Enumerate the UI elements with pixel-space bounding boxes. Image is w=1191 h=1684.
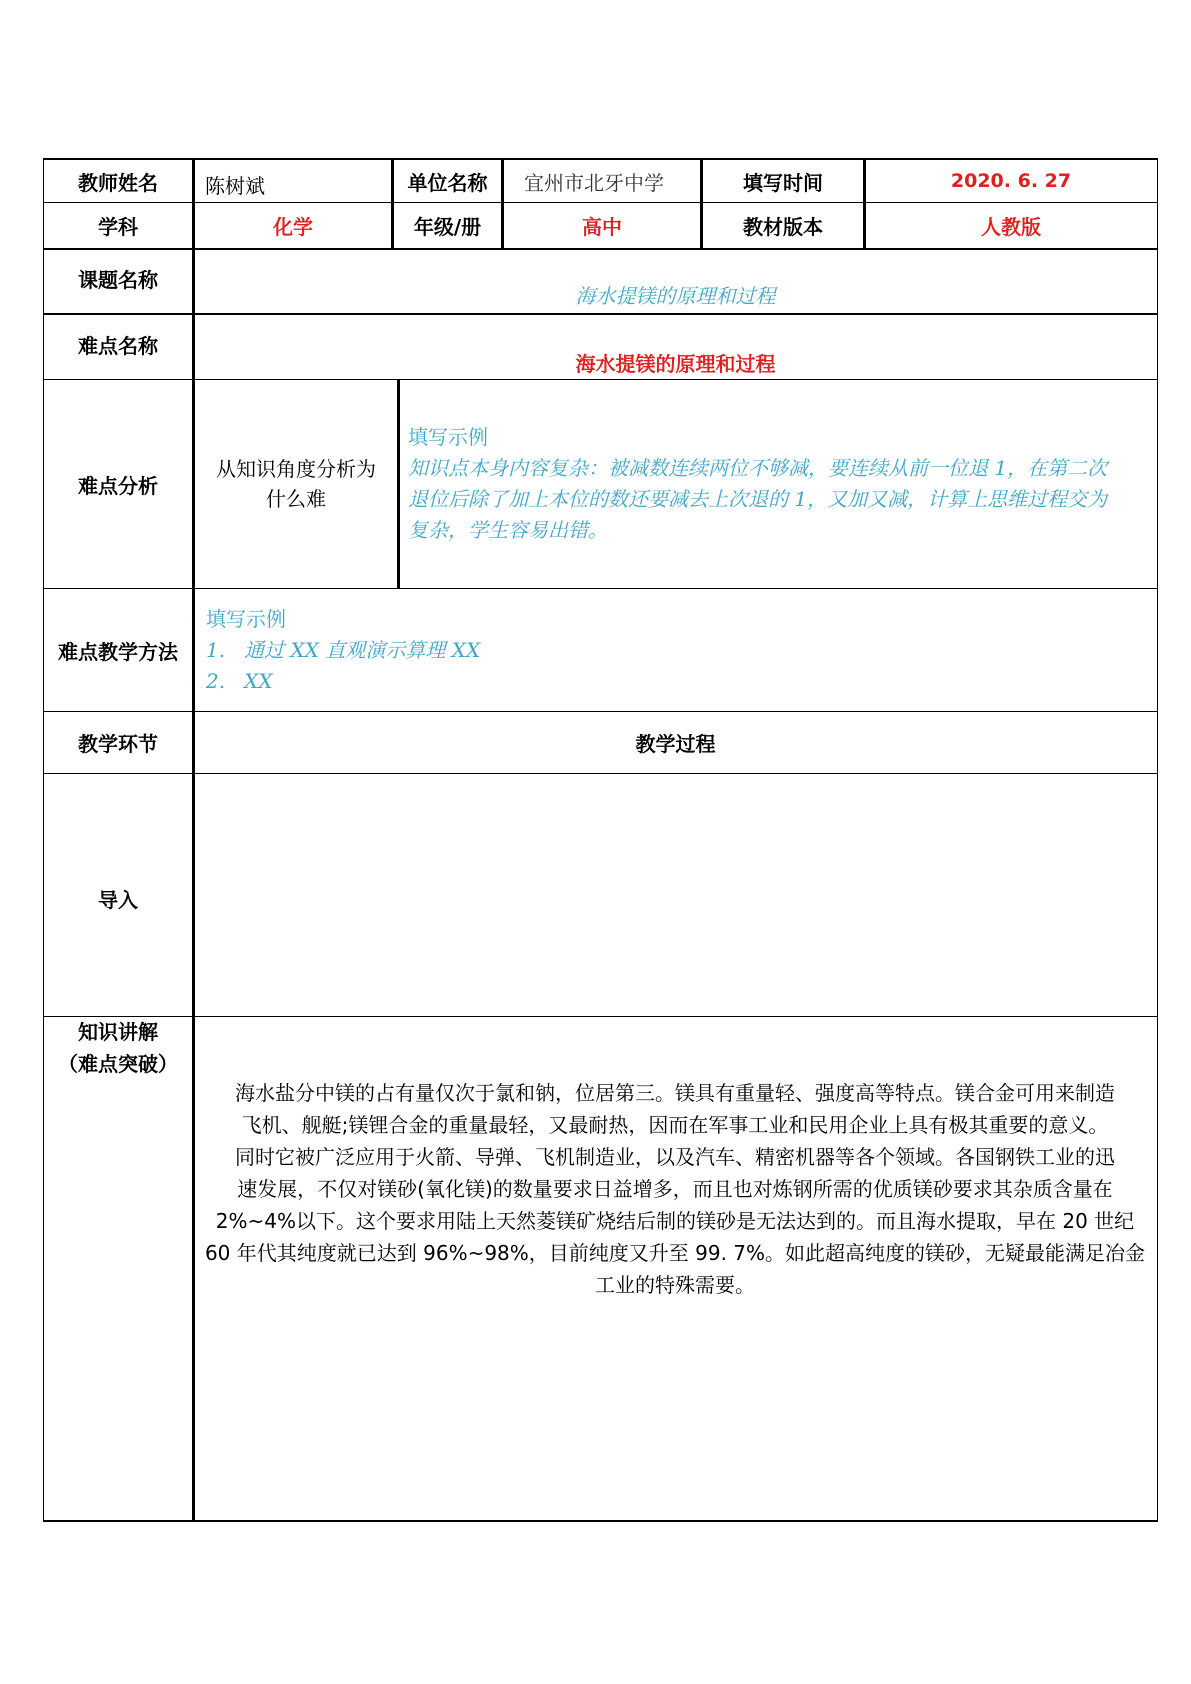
topic-value: 海水提镁的原理和过程 — [575, 284, 776, 308]
subject-value: 化学 — [273, 215, 313, 239]
difficulty-label: 难点名称 — [78, 333, 158, 358]
grade-label: 年级/册 — [413, 215, 482, 239]
teaching-method-example-title: 填写示例 — [206, 607, 286, 631]
table-border-right — [1157, 158, 1158, 1522]
unit-name-value: 宜州市北牙中学 — [524, 170, 664, 195]
analysis-label: 难点分析 — [78, 473, 158, 498]
teaching-method-item: 1. 通过 XX 直观演示算理 XX — [206, 638, 481, 662]
analysis-example-title: 填写示例 — [408, 425, 488, 449]
teacher-name-label: 教师姓名 — [78, 170, 158, 195]
knowledge-paragraph — [196, 1077, 1154, 1301]
difficulty-value: 海水提镁的原理和过程 — [575, 351, 776, 376]
analysis-sub-label-line1: 从知识角度分析为 — [216, 457, 376, 481]
subject-label: 学科 — [98, 215, 138, 239]
textbook-edition-value: 人教版 — [981, 215, 1041, 239]
knowledge-line: 速发展，不仅对镁砂(氧化镁)的数量要求日益增多，而且也对炼钢所需的优质镁砂要求其杂质含量在 — [237, 1177, 1113, 1201]
teaching-method-example — [206, 604, 1146, 697]
teaching-method-label: 难点教学方法 — [58, 639, 178, 664]
table-border-bottom — [43, 1520, 1157, 1522]
teaching-stage-label: 教学环节 — [78, 732, 158, 756]
knowledge-line: 海水盐分中镁的占有量仅次于氯和钠，位居第三。镁具有重量轻、强度高等特点。镁合金可用来制造 — [235, 1081, 1115, 1105]
analysis-example-line: 退位后除了加上本位的数还要减去上次退的 1，又加又减，计算上思维过程交为 — [408, 487, 1108, 511]
knowledge-label-line2: （难点突破） — [58, 1052, 178, 1076]
fill-date-label: 填写时间 — [743, 170, 823, 195]
textbook-edition-label: 教材版本 — [743, 215, 823, 239]
intro-content[interactable] — [195, 774, 1156, 1016]
row-divider — [43, 588, 1157, 589]
analysis-example-line: 知识点本身内容复杂：被减数连续两位不够减，要连续从前一位退 1，在第二次 — [408, 456, 1108, 480]
row-divider — [43, 1016, 1157, 1017]
knowledge-line: 60 年代其纯度就已达到 96%~98%，目前纯度又升至 99. 7%。如此超高纯度的镁砂，无疑最能满足冶金 — [204, 1241, 1146, 1265]
analysis-example — [408, 422, 1156, 546]
teaching-process-heading: 教学过程 — [635, 732, 716, 756]
analysis-sub-label — [195, 380, 397, 588]
knowledge-line: 工业的特殊需要。 — [595, 1273, 755, 1297]
intro-label: 导入 — [98, 887, 138, 912]
analysis-example-line: 复杂，学生容易出错。 — [408, 518, 608, 542]
topic-label: 课题名称 — [78, 268, 158, 292]
knowledge-label-line1: 知识讲解 — [78, 1020, 158, 1044]
teacher-name-value: 陈树斌 — [205, 173, 265, 198]
knowledge-label — [44, 1016, 192, 1080]
analysis-sub-label-line2: 什么难 — [266, 487, 326, 511]
unit-name-label: 单位名称 — [407, 170, 488, 195]
teaching-method-item: 2. XX — [206, 669, 273, 693]
grade-value: 高中 — [582, 215, 622, 239]
knowledge-line: 飞机、舰艇;镁锂合金的重量最轻，又最耐热，因而在军事工业和民用企业上具有极其重要的意义。 — [241, 1113, 1109, 1137]
analysis-column-divider — [397, 379, 400, 588]
fill-date-value: 2020. 6. 27 — [950, 170, 1072, 192]
knowledge-line: 2%~4%以下。这个要求用陆上天然菱镁矿烧结后制的镁砂是无法达到的。而且海水提取，早在 20 世纪 — [215, 1209, 1135, 1233]
knowledge-line: 同时它被广泛应用于火箭、导弹、飞机制造业，以及汽车、精密机器等各个领域。各国钢铁工业的迅 — [235, 1145, 1115, 1169]
